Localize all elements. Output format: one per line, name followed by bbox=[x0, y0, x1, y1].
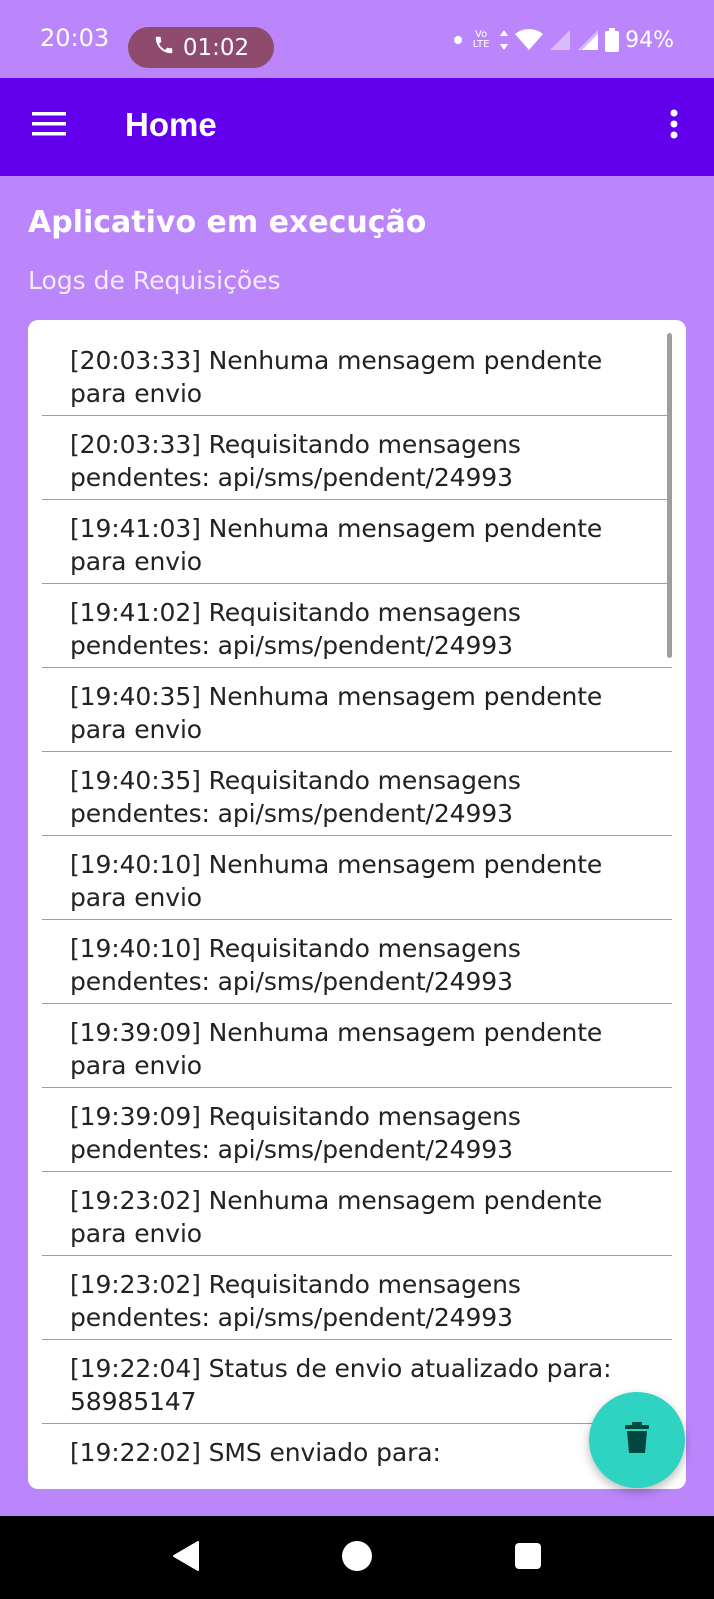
log-item: [19:23:02] Requisitando mensagens pendentes: api/sms/pendent/24993 bbox=[42, 1256, 672, 1340]
navigation-bar bbox=[0, 1516, 714, 1599]
log-item: [19:41:02] Requisitando mensagens pendentes: api/sms/pendent/24993 bbox=[42, 584, 672, 668]
back-button[interactable] bbox=[168, 1540, 204, 1576]
hamburger-menu-icon bbox=[32, 111, 66, 141]
log-item: [19:39:09] Nenhuma mensagem pendente para envio bbox=[42, 1004, 672, 1088]
logs-card[interactable] bbox=[28, 320, 686, 1489]
log-item: [19:39:09] Requisitando mensagens pendentes: api/sms/pendent/24993 bbox=[42, 1088, 672, 1172]
signal-icon-1 bbox=[549, 29, 571, 51]
volte-label-top: Vo bbox=[475, 29, 488, 40]
log-item: [19:40:10] Nenhuma mensagem pendente para envio bbox=[42, 836, 672, 920]
wifi-icon bbox=[515, 29, 543, 51]
volte-label-bottom: LTE bbox=[472, 39, 490, 50]
back-triangle-icon bbox=[172, 1541, 200, 1575]
more-vert-icon bbox=[670, 109, 678, 143]
status-icons bbox=[453, 26, 674, 54]
logs-section-label: Logs de Requisições bbox=[28, 266, 281, 295]
log-item: [19:41:03] Nenhuma mensagem pendente para envio bbox=[42, 500, 672, 584]
app-status-title: Aplicativo em execução bbox=[28, 205, 427, 240]
overflow-menu-button[interactable] bbox=[654, 103, 694, 149]
clear-logs-fab[interactable] bbox=[589, 1392, 685, 1488]
logs-scrollbar[interactable] bbox=[667, 333, 672, 658]
log-item: [19:40:10] Requisitando mensagens pendentes: api/sms/pendent/24993 bbox=[42, 920, 672, 1004]
log-item: [19:22:02] SMS enviado para: bbox=[42, 1424, 672, 1489]
page-title: Home bbox=[125, 106, 217, 143]
recents-square-icon bbox=[514, 1542, 542, 1574]
menu-button[interactable] bbox=[26, 103, 72, 149]
trash-icon bbox=[624, 1422, 650, 1458]
data-arrows-icon bbox=[499, 29, 509, 51]
volte-icon bbox=[469, 30, 493, 50]
recents-button[interactable] bbox=[510, 1540, 546, 1576]
log-item: [19:40:35] Nenhuma mensagem pendente para envio bbox=[42, 668, 672, 752]
log-item: [19:40:35] Requisitando mensagens pendentes: api/sms/pendent/24993 bbox=[42, 752, 672, 836]
log-item: [19:22:04] Status de envio atualizado para: 58985147 bbox=[42, 1340, 672, 1424]
ongoing-call-chip[interactable] bbox=[128, 27, 274, 68]
home-circle-icon bbox=[341, 1540, 373, 1576]
log-item: [20:03:33] Requisitando mensagens pendentes: api/sms/pendent/24993 bbox=[42, 416, 672, 500]
battery-level: 94% bbox=[625, 27, 674, 53]
app-bar bbox=[0, 78, 714, 176]
log-item: [20:03:33] Nenhuma mensagem pendente para envio bbox=[42, 332, 672, 416]
log-item: [19:23:02] Nenhuma mensagem pendente para envio bbox=[42, 1172, 672, 1256]
call-duration: 01:02 bbox=[182, 34, 250, 61]
logs-list[interactable] bbox=[42, 332, 686, 1489]
battery-icon bbox=[605, 28, 619, 52]
signal-icon-2 bbox=[577, 29, 599, 51]
status-bar bbox=[0, 0, 714, 78]
status-time: 20:03 bbox=[40, 24, 110, 52]
phone-icon bbox=[153, 34, 175, 62]
home-button[interactable] bbox=[339, 1540, 375, 1576]
notification-dot-icon bbox=[453, 35, 463, 45]
